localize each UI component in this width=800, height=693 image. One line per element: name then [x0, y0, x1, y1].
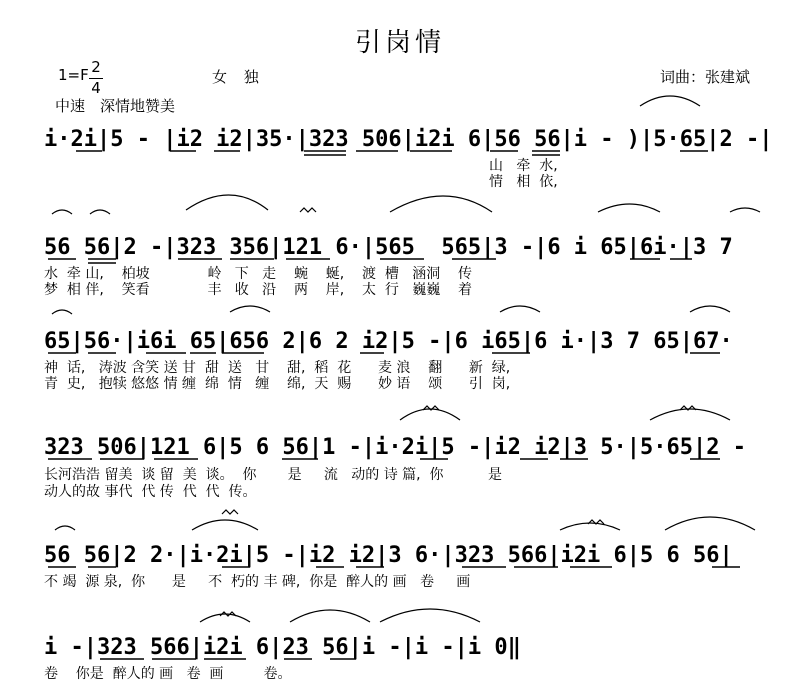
slur — [230, 306, 270, 312]
slur — [730, 208, 760, 212]
notation-line-3: 65|56·|i6i 65|656 2|6 2 i2|5 -|6 i65|6 i·|3 7 65|67· — [44, 329, 733, 354]
lyrics-line-3-verse-1: 神 话, 涛波 含笑 送 甘 甜 送 甘 甜, 稻 花 麦 浪 翻 新 绿, — [44, 360, 511, 376]
mordent-icon — [222, 510, 238, 514]
lyrics-line-6-verse-1: 卷 你是 醉人的 画 卷 画 卷。 — [44, 666, 292, 682]
slur — [650, 409, 730, 420]
slur — [560, 523, 620, 530]
lyrics-line-2-verse-1: 水 牵 山, 柏坡 岭 下 走 蜿 蜒, 渡 槽 涵洞 传 — [44, 266, 473, 282]
slur — [640, 96, 700, 106]
slur — [380, 609, 480, 622]
tempo-marking: 中速 — [55, 97, 86, 115]
score-title: 引岗情 — [354, 28, 445, 58]
credits: 词曲：张建斌 — [660, 68, 751, 86]
notation-line-4: 323 506|121 6|5 6 56|1 -|i·2i|5 -|i2 i2|3 5·|5·65|2 - — [44, 435, 746, 460]
performance-label: 女 独 — [212, 68, 265, 86]
lyrics-line-4-verse-1: 长河浩浩 留美 谈 留 美 谈。 你 是 流 动的 诗 篇, 你 是 — [44, 467, 503, 483]
notation-line-6: i -|323 566|i2i 6|23 56|i -|i -|i 0‖ — [44, 635, 521, 660]
slur — [290, 610, 370, 622]
slur — [52, 310, 72, 314]
slur — [665, 517, 755, 530]
lyrics-line-3-verse-2: 青 史, 抱犊 悠悠 情 缠 绵 情 缠 绵, 天 赐 妙 语 颂 引 岗, — [44, 376, 511, 392]
slur — [186, 195, 268, 210]
key-signature: 1=F — [58, 66, 89, 84]
slur — [500, 306, 540, 312]
slur — [90, 210, 110, 214]
slur — [192, 520, 258, 530]
notation-line-5: 56 56|2 2·|i·2i|5 -|i2 i2|3 6·|323 566|i2i 6|5 6 56| — [44, 543, 733, 568]
time-signature-denominator: 4 — [91, 79, 101, 97]
slur — [690, 306, 730, 312]
slur — [200, 614, 250, 622]
lyrics-line-5-verse-1: 不 竭 源 泉, 你 是 不 朽的 丰 碑, 你是 醉人的 画 卷 画 — [44, 574, 471, 590]
notation-line-2: 56 56|2 -|323 356|121 6·|565 565|3 -|6 i 65|6i·|3 7 — [44, 235, 733, 260]
time-signature-numerator: 2 — [91, 58, 101, 76]
lyrics-line-4-verse-2: 动人的故 事代 代 传 代 代 传。 — [44, 484, 257, 500]
slur — [52, 210, 72, 214]
slur — [400, 409, 460, 420]
lyrics-line-1-verse-2: 情 相 依, — [44, 174, 558, 190]
slur — [598, 204, 660, 212]
mordent-icon — [300, 208, 316, 212]
slur — [390, 196, 492, 212]
lyrics-line-1-verse-1: 山 牵 水, — [44, 158, 558, 174]
expression-marking: 深情地赞美 — [100, 97, 176, 115]
slur — [55, 526, 75, 530]
notation-line-1: i·2i|5 - |i2 i2|35·|323 506|i2i 6|56 56|i - )|5·65|2 -| — [44, 127, 773, 152]
lyrics-line-2-verse-2: 梦 相 伴, 笑看 丰 收 沿 两 岸, 太 行 巍巍 着 — [44, 282, 473, 298]
